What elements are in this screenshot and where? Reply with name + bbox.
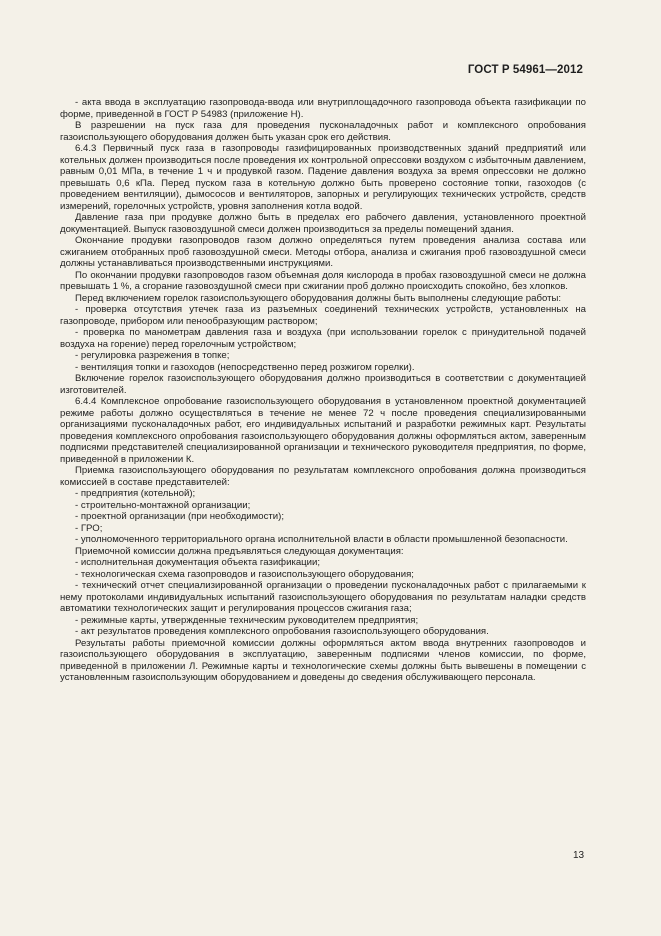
list-item: - исполнительная документация объекта газификации; [75, 557, 321, 568]
paragraph: Результаты работы приемочной комиссии должны оформляться актом ввода внутренних газопроводов и газоиспользующего оборудования в эксплуатацию, заверенным подписями членов комиссии, по форме, приведенной в приложении Л. Режимные карты и технологические схемы должны быть вывешены в помещении с установленным газоиспользующим оборудованием и доведены до сведения обслуживающего персонала. [60, 637, 586, 683]
document-header-id: ГОСТ Р 54961—2012 [467, 64, 583, 76]
list-item: - проверка по манометрам давления газа и воздуха (при использовании горелок с принудительной подачей воздуха на горение) перед горелочным устройством; [60, 327, 586, 350]
list-item: - акта ввода в эксплуатацию газопровода-ввода или внутриплощадочного газопровода объекта газификации по форме, приведенной в ГОСТ Р 54983 (приложение Н). [60, 97, 586, 120]
paragraph: 6.4.3 Первичный пуск газа в газопроводы газифицированных производственных зданий предприятий или котельных должен производиться после проведения их контрольной опрессовки воздухом с избыточным давлением, равным 0,01 МПа, в течение 1 ч и продувкой газом. Падение давления воздуха за время опрессовки не должно превышать 0,6 кПа. Перед пуском газа в котельную должно быть проверено состояние топки, газоходов (с проведением вентиляции), дымососов и вентиляторов, запорных и регулирующих технических устройств, средств измерений, горелочных устройств, уровня заполнения котла водой. [60, 143, 586, 212]
list-item: - строительно-монтажной организации; [75, 499, 251, 511]
list-item: - уполномоченного территориального органа исполнительной власти в области промышленной безопасности. [75, 534, 568, 545]
list-item: - технологическая схема газопроводов и газоиспользующего оборудования; [75, 568, 414, 580]
page-number: 13 [573, 850, 585, 861]
list-item: - предприятия (котельной); [75, 488, 196, 499]
document-body [60, 97, 586, 684]
list-item: - режимные карты, утвержденные техническим руководителем предприятия; [75, 614, 419, 626]
list-item: - акт результатов проведения комплексного опробования газоиспользующего оборудования. [75, 626, 489, 637]
paragraph: Давление газа при продувке должно быть в пределах его рабочего давления, установленного проектной документацией. Выпуск газовоздушной смеси должен производиться за пределы помещений здания. [60, 212, 586, 235]
paragraph: Окончание продувки газопроводов газом должно определяться путем проведения анализа состава или сжиганием отобранных проб газовоздушной смеси. Методы отбора, анализа и сжигания проб газовоздушной смеси должны устанавливаться производственными инструкциями. [60, 235, 586, 269]
paragraph: Включение горелок газоиспользующего оборудования должно производиться в соответствии с документацией изготовителей. [60, 373, 586, 396]
list-item: - проектной организации (при необходимости); [75, 511, 284, 522]
list-item: - ГРО; [75, 522, 103, 534]
list-item: - регулировка разрежения в топке; [75, 350, 230, 361]
list-item: - проверка отсутствия утечек газа из разъемных соединений технических устройств, установленных на газопроводе, прибором или пенообразующим раствором; [60, 304, 586, 327]
paragraph: В разрешении на пуск газа для проведения пусконаладочных работ и комплексного опробования газоиспользующего оборудования должен быть указан срок его действия. [60, 120, 586, 143]
paragraph: Приемочной комиссии должна предъявляться следующая документация: [75, 545, 404, 557]
paragraph: Перед включением горелок газоиспользующего оборудования должны быть выполнены следующие работы: [75, 292, 562, 304]
paragraph: 6.4.4 Комплексное опробование газоиспользующего оборудования в установленном проектной документацией режиме работы должно осуществляться в течение не менее 72 ч после проведения специализированными организациями пусконаладочных работ, его индивидуальных испытаний и разработки режимных карт. Результаты проведения комплексного опробования газоиспользующего оборудования должны оформляться актом, заверенным подписями представителей специализированной организации и технического руководителя предприятия, по форме, приведенной в приложении К. [60, 396, 586, 465]
list-item: - технический отчет специализированной организации о проведении пусконаладочных работ с прилагаемыми к нему протоколами индивидуальных испытаний газоиспользующего оборудования по результатам наладки средств автоматики технологических защит и регулирования процессов сжигания газа; [60, 580, 586, 614]
paragraph: Приемка газоиспользующего оборудования по результатам комплексного опробования должна производиться комиссией в составе представителей: [60, 465, 586, 488]
paragraph: По окончании продувки газопроводов газом объемная доля кислорода в пробах газовоздушной смеси не должна превышать 1 %, а сгорание газовоздушной смеси при сжигании проб должно происходить спокойно, без хлопков. [60, 269, 586, 292]
list-item: - вентиляция топки и газоходов (непосредственно перед розжигом горелки). [75, 361, 415, 373]
